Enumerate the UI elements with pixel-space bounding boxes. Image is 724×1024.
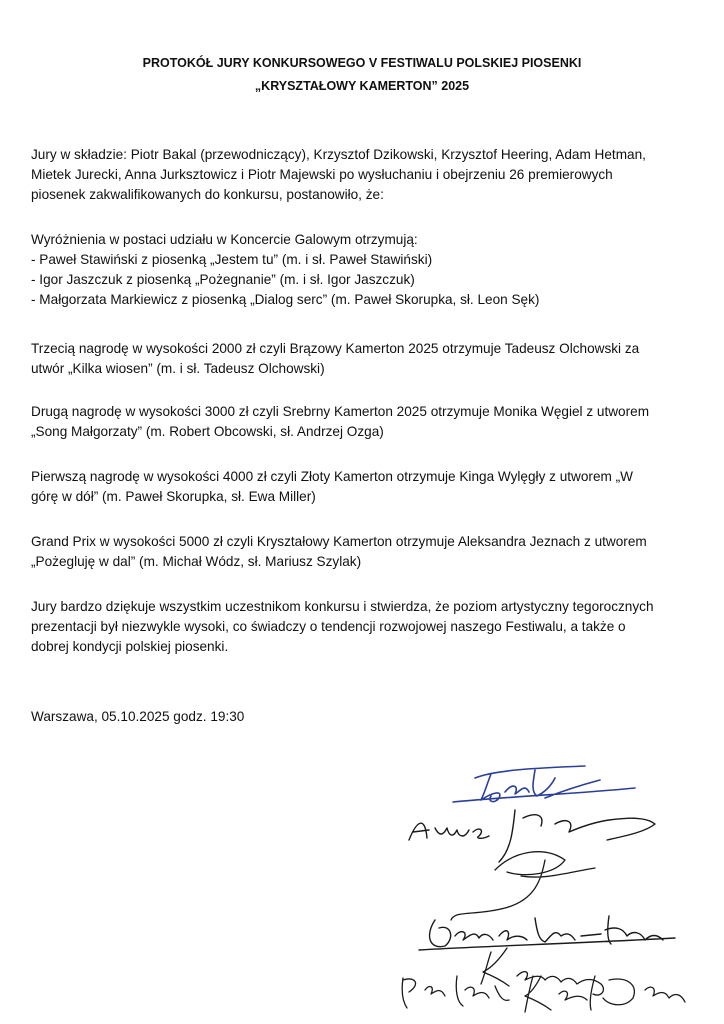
list-item: - Paweł Stawiński z piosenką „Jestem tu” (m. i sł. Paweł Stawiński): [31, 252, 433, 267]
text-line: „Song Małgorzaty” (m. Robert Obcowski, sł. Andrzej Ozga): [31, 424, 384, 439]
text-line: Jury bardzo dziękuje wszystkim uczestnikom konkursu i stwierdza, że poziom artystyczny tegorocznych: [31, 599, 654, 614]
list-item: - Małgorzata Markiewicz z piosenką „Dialog serc” (m. Paweł Skorupka, sł. Leon Sęk): [31, 292, 540, 307]
second-prize-paragraph: [31, 402, 701, 442]
place-and-date: Warszawa, 05.10.2025 godz. 19:30: [31, 709, 245, 724]
honorable-mentions-paragraph: [31, 230, 701, 310]
signature-flourish: [451, 852, 595, 920]
signature-k-heering: [481, 948, 603, 995]
text-line: Trzecią nagrodę w wysokości 2000 zł czyli Brązowy Kamerton 2025 otrzymuje Tadeusz Olchowski za: [31, 341, 640, 356]
first-prize-paragraph: [31, 467, 701, 507]
document-title-line-1: PROTOKÓŁ JURY KONKURSOWEGO V FESTIWALU POLSKIEJ PIOSENKI: [142, 56, 582, 70]
list-item: - Igor Jaszczuk z piosenką „Pożegnanie” (m. i sł. Igor Jaszczuk): [31, 272, 415, 287]
third-prize-paragraph: [31, 339, 701, 379]
text-line: Mietek Jurecki, Anna Jurksztowicz i Piotr Majewski po wysłuchaniu i obejrzeniu 26 premierowych: [31, 167, 613, 182]
text-line: Drugą nagrodę w wysokości 3000 zł czyli Srebrny Kamerton 2025 otrzymuje Monika Węgiel z utworem: [31, 404, 650, 419]
jury-composition-paragraph: [31, 145, 701, 205]
grand-prix-paragraph: [31, 532, 701, 572]
signature-p-majewski: [402, 976, 509, 1008]
text-line: prezentacji był niezwykle wysoki, co świadczy o tendencji rozwojowej naszego Festiwalu, a także o: [31, 619, 626, 634]
text-line: piosenek zakwalifikowanych do konkursu, postanowiło, że:: [31, 187, 384, 202]
text-line: Pierwszą nagrodę w wysokości 4000 zł czyli Złoty Kamerton otrzymuje Kinga Wylęgły z utworem „W: [31, 469, 633, 484]
text-line: Wyróżnienia w postaci udziału w Koncercie Galowym otrzymują:: [31, 232, 418, 247]
closing-paragraph: [31, 597, 701, 657]
signature-krzysztof-dzikowski: [525, 976, 685, 1012]
text-line: Jury w składzie: Piotr Bakal (przewodniczący), Krzysztof Dzikowski, Krzysztof Heering, Adam Hetman,: [31, 147, 646, 162]
signature-anna-jurksztowicz: [409, 810, 655, 862]
signature-adam-hetman: [419, 916, 675, 950]
text-line: „Pożegluję w dal” (m. Michał Wódz, sł. Mariusz Szylak): [31, 554, 362, 569]
document-title-line-2: „KRYSZTAŁOWY KAMERTON” 2025: [254, 79, 470, 93]
text-line: Grand Prix w wysokości 5000 zł czyli Kryształowy Kamerton otrzymuje Aleksandra Jeznach z utworem: [31, 534, 647, 549]
jury-signatures: [395, 740, 695, 1020]
text-line: dobrej kondycji polskiej piosenki.: [31, 639, 229, 654]
text-line: utwór „Kilka wiosen” (m. i sł. Tadeusz Olchowski): [31, 361, 325, 376]
signature-bakal: [453, 766, 635, 802]
text-line: górę w dół” (m. Paweł Skorupka, sł. Ewa Miller): [31, 489, 316, 504]
